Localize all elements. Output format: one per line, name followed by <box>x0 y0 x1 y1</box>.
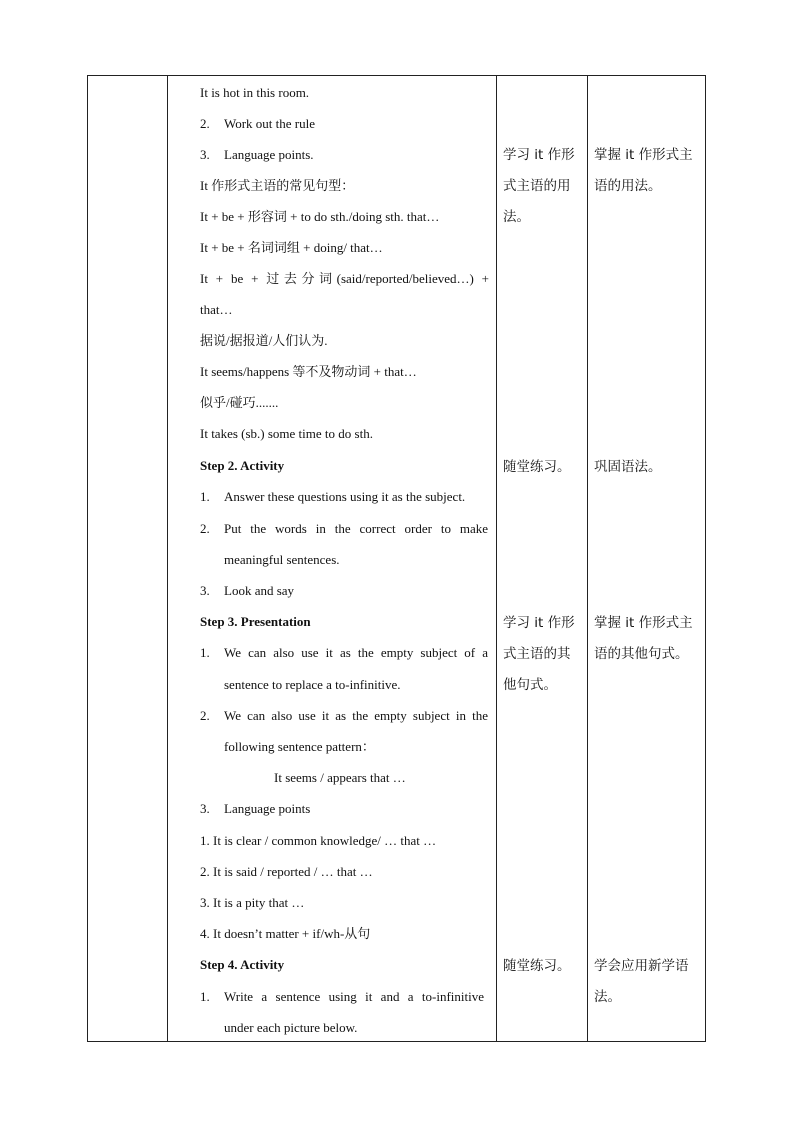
content-line: It seems/happens 等不及物动词 + that… <box>200 364 417 379</box>
content-line: It + be + 名词词组 + doing/ that… <box>200 240 383 255</box>
content-line: It takes (sb.) some time to do sth. <box>200 426 373 441</box>
step-heading: Step 4. Activity <box>200 957 285 972</box>
content-line: that… <box>200 302 233 317</box>
student-activity-cell: 随堂练习。 <box>503 459 571 475</box>
content-line: It + be + 过去分词(said/reported/believed…) + <box>200 271 489 286</box>
content-line: 似乎/碰巧....... <box>200 395 279 410</box>
step-heading: Step 2. Activity <box>200 458 285 473</box>
content-line: It 作形式主语的常见句型： <box>200 178 355 193</box>
sentence-pattern: It seems / appears that … <box>274 770 406 785</box>
content-line: 4. It doesn’t matter + if/wh-从句 <box>200 926 371 941</box>
design-intent-cell: 掌握 it 作形式主 语的其他句式。 <box>594 615 693 662</box>
column-divider <box>587 76 588 1041</box>
content-line: 1. It is clear / common knowledge/ … that … <box>200 833 437 848</box>
content-line: It is hot in this room. <box>200 85 310 100</box>
lesson-table: It is hot in this room. 2. Work out the rule 3. Language points. It 作形式主语的常见句型： It + be + 形容词 + to do sth./doing sth. that… It + be + 名词词组 + doing/ that… It + be + 过去分词(said/reported/believed…) + that… 据说/据报道/人们认为. It seems/happens 等不及物动词 + that… 似乎/碰巧....... It takes (sb.) some time to do sth. Step 2. Activity 1. Answer these questions using it as the subject. 2. Put the words in the correct order to make meaningful sentences. 3. Look and say Step 3. Presentation 1. We can also use it as the empty subject of a sentence to replace a to-infinitive. 2. We can also use it as the empty subject in the following sentence pattern： It seems / appears that … 3. Language points 1. It is clear / common knowledge/ … that … 2. It is said / reported / … that … 3. It is a pity that … 4. It doesn’t matter + if/wh-从句 Step 4. Activity 1. Write a sentence using it and a to-infinitive under each picture below. 学习 it 作形 式主语的用 法。 随堂练习。 学习 it 作形 式主语的其 他句式。 随堂练习。 掌握 it 作形式主 语的用法。 巩固语法。 掌握 it 作形式主 语的其他句式。 学会应用新学语 法。 <box>87 75 706 1042</box>
design-intent-cell: 学会应用新学语 法。 <box>594 958 689 1005</box>
student-activity-cell: 学习 it 作形 式主语的其 他句式。 <box>503 615 575 693</box>
content-line: 3. It is a pity that … <box>200 895 305 910</box>
design-intent-cell: 掌握 it 作形式主 语的用法。 <box>594 147 693 194</box>
content-line: 2. It is said / reported / … that … <box>200 864 373 879</box>
content-line: It + be + 形容词 + to do sth./doing sth. that… <box>200 209 440 224</box>
student-activity-cell: 随堂练习。 <box>503 958 571 974</box>
content-line: 据说/据报道/人们认为. <box>200 333 328 348</box>
step-heading: Step 3. Presentation <box>200 614 311 629</box>
student-activity-cell: 学习 it 作形 式主语的用 法。 <box>503 147 575 225</box>
design-intent-cell: 巩固语法。 <box>594 459 662 475</box>
column-divider <box>496 76 497 1041</box>
column-divider <box>167 76 168 1041</box>
